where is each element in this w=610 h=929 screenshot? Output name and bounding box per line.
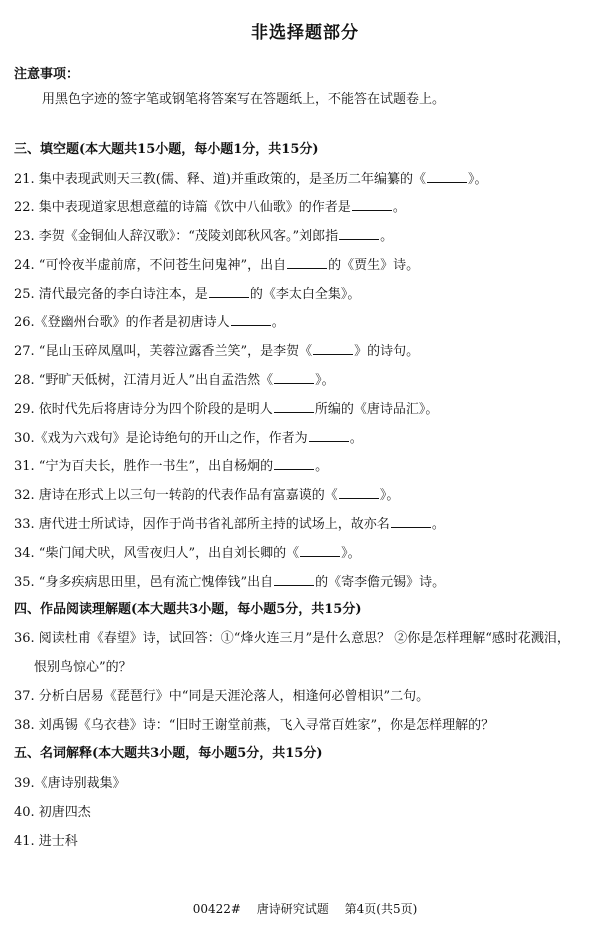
q28-text: 28. “野旷天低树，江清月近人”出自孟浩然《 (14, 373, 274, 388)
q35-tail: 的《寄李儋元锡》诗。 (315, 575, 446, 590)
q26-text: 26.《登幽州台歌》的作者是初唐诗人 (14, 315, 230, 330)
footer-page: 第4页(共5页) (344, 902, 418, 916)
footer-subject: 唐诗研究试题 (256, 902, 329, 916)
section4-heading: 四、作品阅读理解题(本大题共3小题，每小题5分，共15分) (14, 602, 362, 617)
footer-code: 00422# (192, 902, 241, 916)
answer-blank (274, 400, 314, 413)
q30-text: 30.《戏为六戏句》是论诗绝句的开山之作，作者为 (14, 431, 308, 446)
q22-text: 22. 集中表现道家思想意蕴的诗篇《饮中八仙歌》的作者是 (14, 200, 351, 215)
notice-text: 用黑色字迹的签字笔或钢笔将答案写在答题纸上，不能答在试题卷上。 (42, 92, 446, 107)
answer-blank (309, 429, 349, 442)
question-23 (14, 227, 393, 245)
q26-tail: 。 (271, 315, 285, 330)
question-41: 41. 进士科 (14, 834, 78, 849)
q33-text: 33. 唐代进士所试诗，因作于尚书省礼部所主持的试场上，故亦名 (14, 517, 390, 532)
q27-tail: 》的诗句。 (354, 344, 420, 359)
question-32 (14, 486, 399, 504)
question-27 (14, 342, 419, 360)
question-38: 38. 刘禹锡《乌衣巷》诗：“旧时王谢堂前燕，飞入寻常百姓家”，你是怎样理解的？ (14, 718, 495, 733)
question-21 (14, 170, 487, 188)
question-31 (14, 457, 328, 475)
q31-tail: 。 (315, 459, 329, 474)
page-footer (0, 900, 610, 917)
answer-blank (391, 515, 431, 528)
answer-blank (209, 285, 249, 298)
question-37: 37. 分析白居易《琵琶行》中“同是天涯沦落人，相逢何必曾相识”二句。 (14, 689, 430, 704)
answer-blank (300, 544, 340, 557)
question-28 (14, 371, 335, 389)
answer-blank (231, 313, 271, 326)
q34-text: 34. “柴门闻犬吠，风雪夜归人”，出自刘长卿的《 (14, 546, 300, 561)
question-30 (14, 429, 363, 447)
q27-text: 27. “昆山玉碎凤凰叫，芙蓉泣露香兰笑”，是李贺《 (14, 344, 313, 359)
answer-blank (313, 342, 353, 355)
q31-text: 31. “宁为百夫长，胜作一书生”，出自杨炯的 (14, 459, 274, 474)
answer-blank (274, 573, 314, 586)
q30-tail: 。 (349, 431, 363, 446)
answer-blank (339, 227, 379, 240)
question-36-line1: 36. 阅读杜甫《春望》诗，试回答：①“烽火连三月”是什么意思？ ②你是怎样理解“感时花溅泪， (14, 631, 570, 646)
page-title: 非选择题部分 (251, 23, 359, 43)
question-34 (14, 544, 361, 562)
q23-text: 23. 李贺《金铜仙人辞汉歌》：“茂陵刘郎秋风客。”刘郎指 (14, 229, 339, 244)
question-39: 39.《唐诗别裁集》 (14, 776, 126, 791)
question-26 (14, 313, 285, 331)
q24-tail: 的《贾生》诗。 (328, 258, 420, 273)
q22-tail: 。 (392, 200, 406, 215)
question-29 (14, 400, 438, 418)
q21-text: 21. 集中表现武则天三教(儒、释、道)并重政策的，是圣历二年编纂的《 (14, 172, 426, 187)
question-35 (14, 573, 445, 591)
question-36-line2: 恨别鸟惊心”的？ (34, 660, 132, 675)
question-22 (14, 198, 406, 216)
q28-tail: 》。 (315, 373, 335, 388)
q34-tail: 》。 (341, 546, 361, 561)
answer-blank (427, 170, 467, 183)
section3-heading: 三、填空题(本大题共15小题，每小题1分，共15分) (14, 142, 319, 157)
question-40: 40. 初唐四杰 (14, 805, 91, 820)
answer-blank (274, 371, 314, 384)
question-33 (14, 515, 445, 533)
answer-blank (339, 486, 379, 499)
q25-text: 25. 清代最完备的李白诗注本，是 (14, 287, 208, 302)
question-25 (14, 285, 360, 303)
answer-blank (274, 457, 314, 470)
notice-heading: 注意事项： (14, 67, 80, 82)
answer-blank (352, 198, 392, 211)
q21-tail: 》。 (467, 172, 488, 187)
q25-tail: 的《李太白全集》。 (249, 287, 361, 302)
section5-heading: 五、名词解释(本大题共3小题，每小题5分，共15分) (14, 746, 323, 761)
q33-tail: 。 (431, 517, 445, 532)
q35-text: 35. “身多疾病思田里，邑有流亡愧俸钱”出自 (14, 575, 274, 590)
q29-text: 29. 依时代先后将唐诗分为四个阶段的是明人 (14, 402, 273, 417)
question-24 (14, 256, 419, 274)
q23-tail: 。 (380, 229, 394, 244)
q32-text: 32. 唐诗在形式上以三句一转韵的代表作品有富嘉谟的《 (14, 488, 338, 503)
q24-text: 24. “可怜夜半虚前席，不问苍生问鬼神”，出自 (14, 258, 287, 273)
answer-blank (287, 256, 327, 269)
q32-tail: 》。 (379, 488, 400, 503)
q29-tail: 所编的《唐诗品汇》。 (314, 402, 439, 417)
